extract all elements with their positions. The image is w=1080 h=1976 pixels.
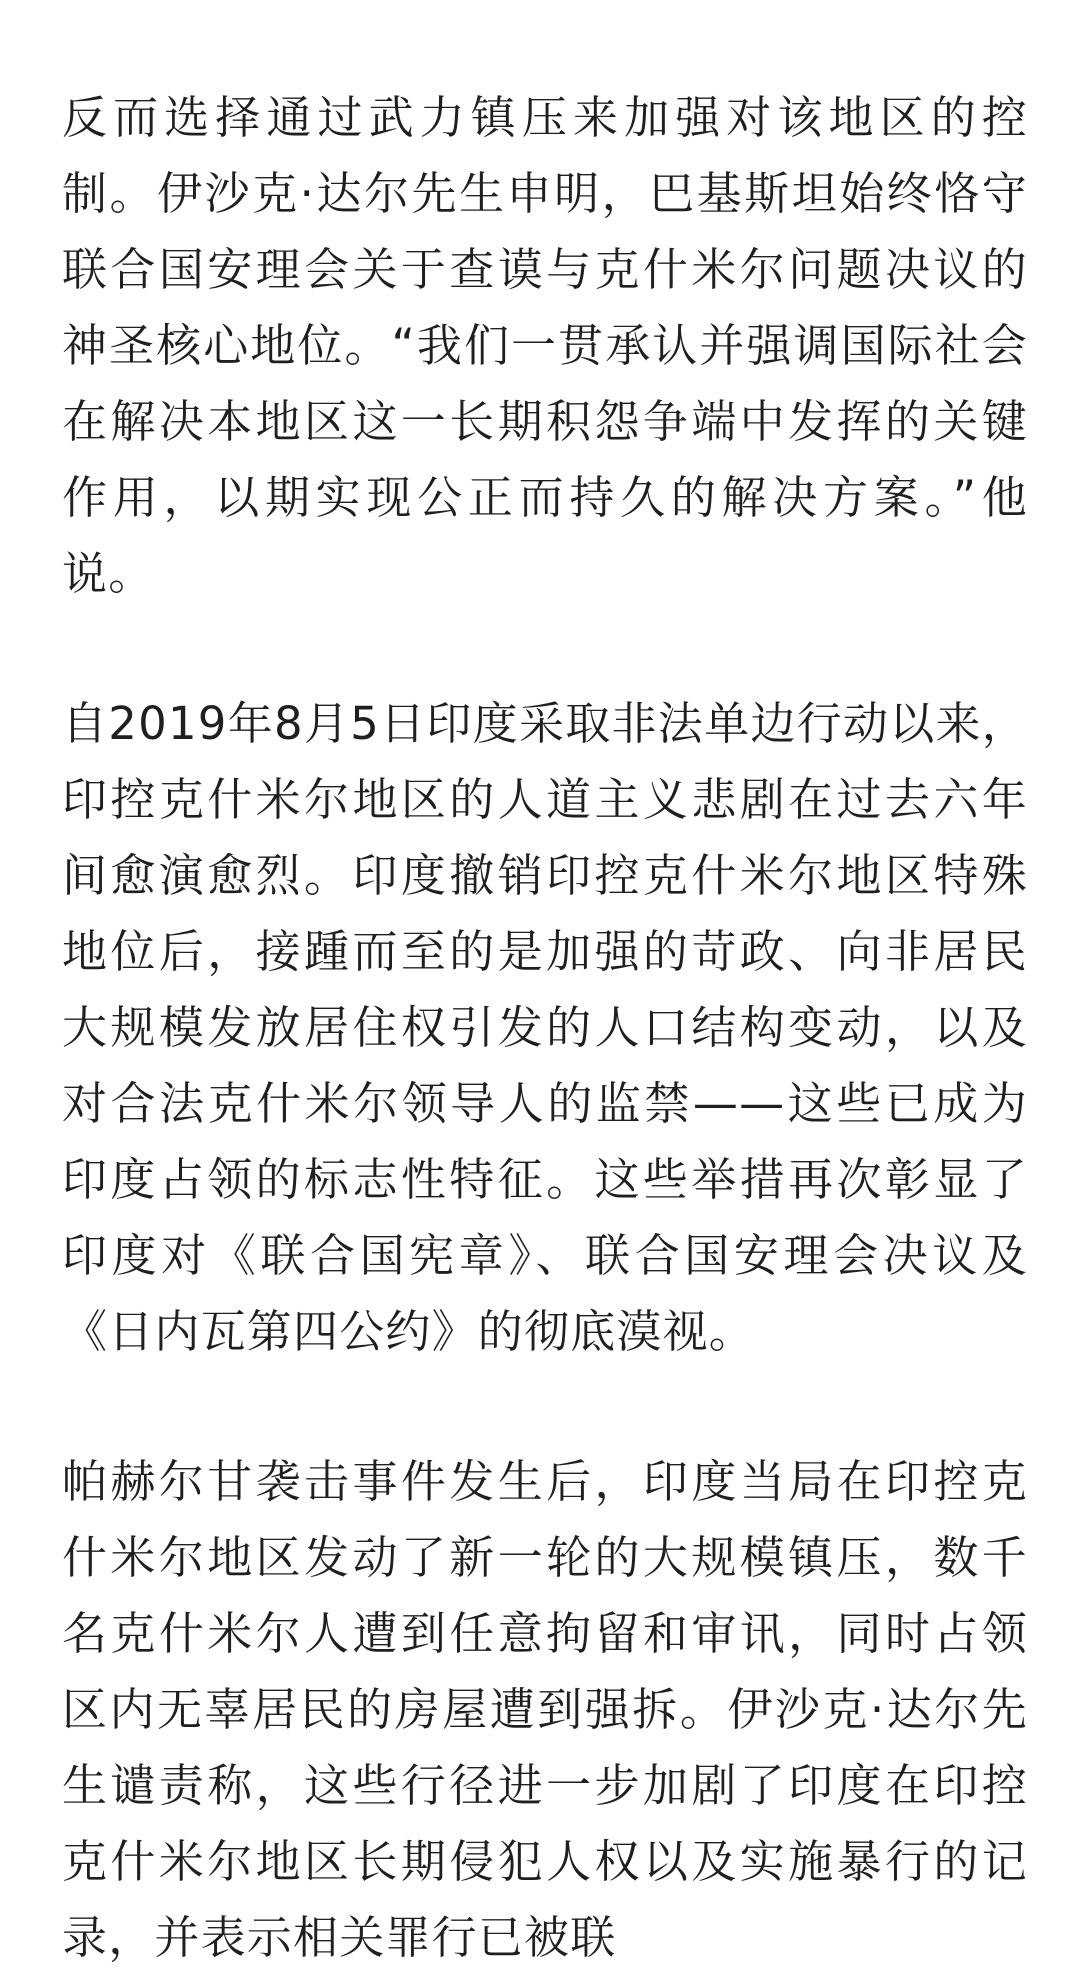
article-body [62,80,1028,1976]
article-paragraph: 自2019年8月5日印度采取非法单边行动以来，印控克什米尔地区的人道主义悲剧在过去六年间愈演愈烈。印度撤销印控克什米尔地区特殊地位后，接踵而至的是加强的苛政、向非居民大规模发放居住权引发的人口结构变动，以及对合法克什米尔领导人的监禁——这些已成为印度占领的标志性特征。这些举措再次彰显了印度对《联合国宪章》、联合国安理会决议及《日内瓦第四公约》的彻底漠视。 [62,697,1028,1358]
article-paragraph: 反而选择通过武力镇压来加强对该地区的控制。伊沙克·达尔先生申明，巴基斯坦始终恪守联合国安理会关于查谟与克什米尔问题决议的神圣核心地位。“我们一贯承认并强调国际社会在解决本地区这一长期积怨争端中发挥的关键作用，以期实现公正而持久的解决方案。”他说。 [62,91,1028,600]
article-paragraph: 帕赫尔甘袭击事件发生后，印度当局在印控克什米尔地区发动了新一轮的大规模镇压，数千名克什米尔人遭到任意拘留和审讯，同时占领区内无辜居民的房屋遭到强拆。伊沙克·达尔先生谴责称，这些行径进一步加剧了印度在印控克什米尔地区长期侵犯人权以及实施暴行的记录，并表示相关罪行已被联 [62,1455,1028,1964]
